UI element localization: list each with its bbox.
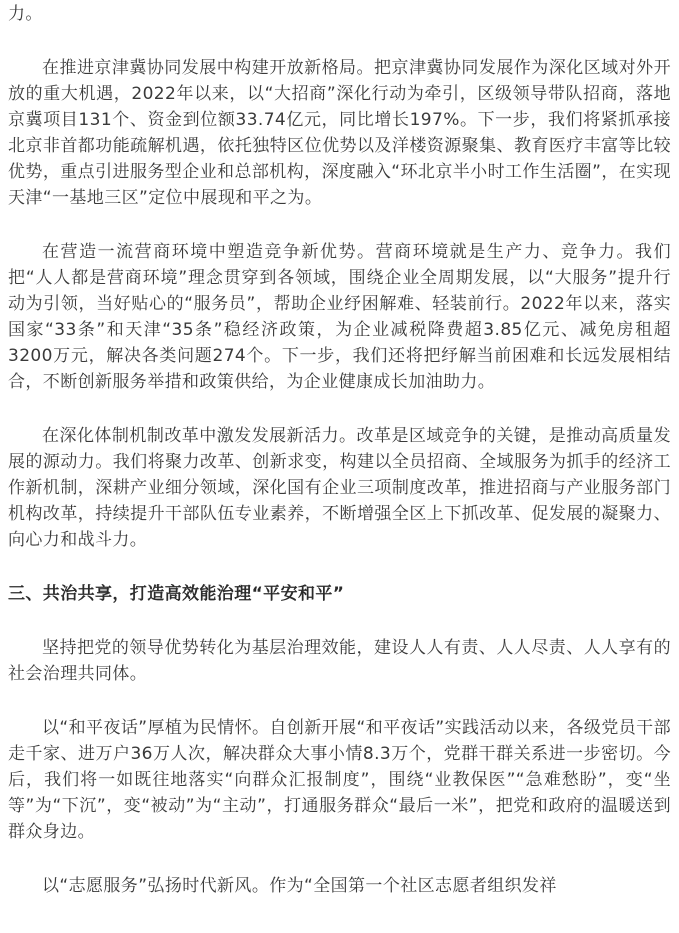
paragraph-gap [8,395,671,423]
paragraph-governance: 坚持把党的领导优势转化为基层治理效能，建设人人有责、人人尽责、人人享有的社会治理共同体。 [8,638,671,684]
article-body [8,0,671,899]
paragraph-reform: 在深化体制机制改革中激发发展新活力。改革是区域竞争的关键，是推动高质量发展的源动力。我们将聚力改革、创新求变，构建以全员招商、全域服务为抓手的经济工作新机制，深耕产业细分领域，深化国有企业三项制度改革，推进招商与产业服务部门机构改革，持续提升干部队伍专业素养，不断增强全区上下抓改革、促发展的凝聚力、向心力和战斗力。 [8,426,671,550]
paragraph-gap [8,687,671,715]
paragraph-gap [8,211,671,239]
section-heading: 三、共治共享，打造高效能治理“平安和平” [8,584,345,604]
paragraph-opening-up: 在推进京津冀协同发展中构建开放新格局。把京津冀协同发展作为深化区域对外开放的重大机遇，2022年以来，以“大招商”深化行动为牵引，区级领导带队招商，落地京冀项目131个、资金到位额33.74亿元，同比增长197%。下一步，我们将紧抓承接北京非首都功能疏解机遇，依托独特区位优势以及洋楼资源聚集、教育医疗丰富等比较优势，重点引进服务型企业和总部机构，深度融入“环北京半小时工作生活圈”，在实现天津“一基地三区”定位中展现和平之为。 [8,58,671,208]
paragraph-gap [8,607,671,635]
paragraph-volunteer-service: 以“志愿服务”弘扬时代新风。作为“全国第一个社区志愿者组织发祥 [42,876,557,896]
paragraph-fragment: 力。 [8,4,43,24]
paragraph-gap [8,27,671,55]
paragraph-night-talk: 以“和平夜话”厚植为民情怀。自创新开展“和平夜话”实践活动以来，各级党员干部走千家、进万户36万人次，解决群众大事小情8.3万个，党群干群关系进一步密切。今后，我们将一如既往地落实“向群众汇报制度”，围绕“业教保医”“急难愁盼”，变“坐等”为“下沉”，变“被动”为“主动”，打通服务群众“最后一米”，把党和政府的温暖送到群众身边。 [8,718,671,842]
paragraph-business-environment: 在营造一流营商环境中塑造竞争新优势。营商环境就是生产力、竞争力。我们把“人人都是营商环境”理念贯穿到各领域，围绕企业全周期发展，以“大服务”提升行动为引领，当好贴心的“服务员”，帮助企业纾困解难、轻装前行。2022年以来，落实国家“33条”和天津“35条”稳经济政策，为企业减税降费超3.85亿元、减免房租超3200万元，解决各类问题274个。下一步，我们还将把纾解当前困难和长远发展相结合，不断创新服务举措和政策供给，为企业健康成长加油助力。 [8,242,671,392]
paragraph-gap [8,845,671,873]
paragraph-gap [8,553,671,581]
